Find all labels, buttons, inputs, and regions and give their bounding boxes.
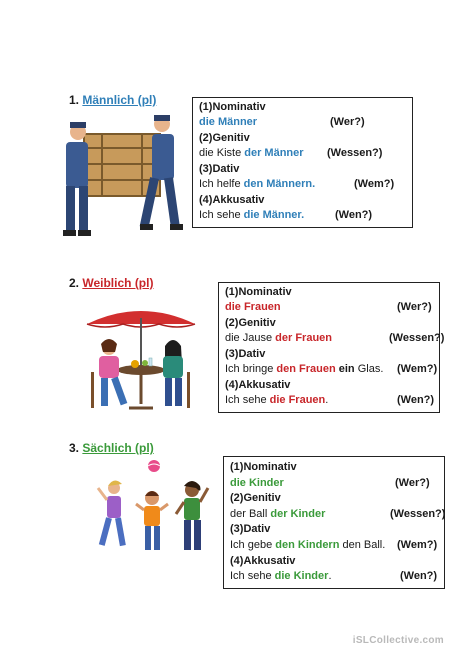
case-box-neuter [223,456,445,589]
section-title-neuter: 3. Sächlich (pl) [69,441,154,455]
case-line: (4)Akkusativ [230,555,296,567]
case-line: Ich sehe die Männer. (Wen?) [199,209,373,221]
case-line: (1)Nominativ [230,461,297,473]
case-line: (1)Nominativ [225,286,292,298]
case-line: (2)Genitiv [225,317,276,329]
case-line: die Kinder (Wer?) [230,477,430,489]
case-line: der Ball der Kinder (Wessen?) [230,508,446,520]
case-line: Ich gebe den Kindern den Ball. (Wem?) [230,539,438,551]
case-line: (3)Dativ [230,523,271,535]
section-title-male: 1. Männlich (pl) [69,93,157,107]
case-line: (3)Dativ [199,163,240,175]
case-line: (4)Akkusativ [199,194,265,206]
case-box-female [218,282,445,413]
case-line: Ich sehe die Kinder. (Wen?) [230,570,438,582]
case-line: (2)Genitiv [199,132,250,144]
footer-watermark: iSLCollective.com [352,635,444,646]
case-line: die Jause der Frauen (Wessen?) [225,332,445,344]
case-box-male [192,97,413,228]
case-line: (4)Akkusativ [225,379,291,391]
section-title-female: 2. Weiblich (pl) [69,276,154,290]
movers-carrying-crate-illustration [58,112,186,242]
case-line: die Kiste der Männer (Wessen?) [199,147,383,159]
case-line: (3)Dativ [225,348,266,360]
case-line: die Frauen (Wer?) [225,301,432,313]
case-line: Ich sehe die Frauen. (Wen?) [225,394,435,406]
case-line: die Männer (Wer?) [199,116,365,128]
women-at-cafe-table-illustration [85,304,197,416]
case-line: (2)Genitiv [230,492,281,504]
case-line: Ich helfe den Männern. (Wem?) [199,178,395,190]
case-line: Ich bringe den Frauen ein Glas. (Wem?) [225,363,438,375]
children-playing-ball-illustration [96,458,214,558]
case-line: (1)Nominativ [199,101,266,113]
